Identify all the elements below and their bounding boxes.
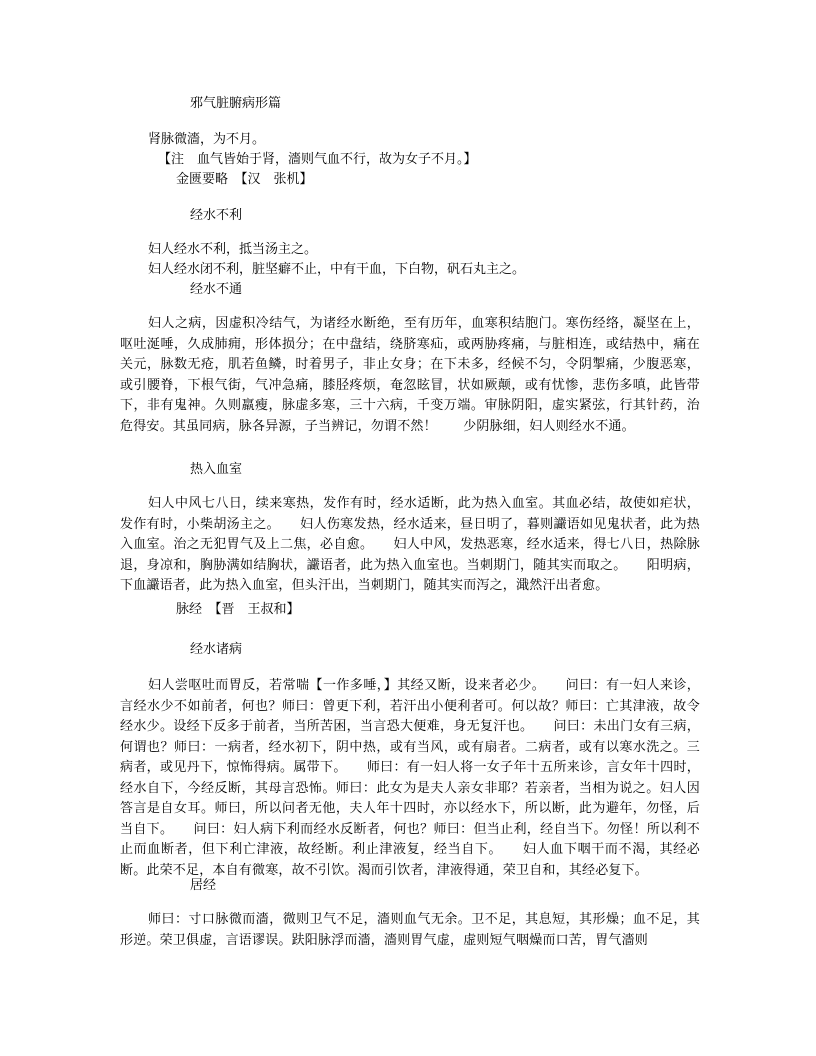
- section-title: 经水不利: [190, 208, 243, 223]
- paragraph: 师曰：寸口脉微而濇，微则卫气不足，濇则血气无余。卫不足，其息短，其形燥；血不足，其形逆。荣卫俱虚，言语谬误。趺阳脉浮而濇，濇则胃气虚，虚则短气咽燥而口苦，胃气濇则: [120, 912, 700, 948]
- section-title: 经水诸病: [190, 642, 243, 657]
- section-title: 热入血室: [190, 462, 243, 477]
- section-title: 居经: [190, 878, 217, 893]
- annotation-note: 【注 血气皆始于肾，濇则气血不行，故为女子不月。】: [158, 152, 477, 167]
- section-title: 邪气脏腑病形篇: [190, 96, 282, 111]
- paragraph: 妇人中风七八日，续来寒热，发作有时，经水适断，此为热入血室。其血必结，故使如疟状，发作有时，小柴胡汤主之。 妇人伤寒发热，经水适来，昼日明了，暮则讝语如见鬼状者，此为热入血室。治之无犯胃气及上二焦，必自愈。 妇人中风，发热恶寒，经水适来，得七八日，热除脉退，身凉和，胸胁满如结胸状，讝语者，此为热入血室也。当刺期门，随其实而取之。 阳明病，下血讝语者，此为热入血室，但头汗出，当刺期门，随其实而泻之，濈然汗出者愈。: [120, 496, 700, 593]
- section-title: 经水不通: [190, 282, 243, 297]
- paragraph: 妇人之病，因虚积冷结气，为诸经水断绝，至有历年，血寒积结胞门。寒伤经络，凝坚在上，呕吐涎唾，久成肺痈，形体损分；在中盘结，绕脐寒疝，或两胁疼痛，与脏相连，或结热中，痛在关元，脉数无疮，肌若鱼鳞，时着男子，非止女身；在下未多，经候不匀，令阴掣痛，少腹恶寒，或引腰脊，下根气街，气冲急痛，膝胫疼烦，奄忽眩冒，状如厥颠，或有忧惨，悲伤多嗔，此皆带下，非有鬼神。久则羸瘦，脉虚多寒，三十六病，千变万端。审脉阴阳，虚实紧弦，行其针药，治危得安。其虽同病，脉各异源，子当辨记，勿谓不然！ 少阴脉细，妇人则经水不通。: [120, 316, 700, 434]
- text-line: 妇人经水闭不利，脏坚癖不止，中有干血，下白物，矾石丸主之。: [148, 262, 526, 277]
- paragraph: 妇人尝呕吐而胃反，若常喘【一作多唾，】其经又断，设来者必少。 问曰：有一妇人来诊，言经水少不如前者，何也？师曰：曾更下利，若汗出小便利者可。何以故？师曰：亡其津液，故令经水少。设经下反多于前者，当所苦困，当言恐大便难，身无复汗也。 问曰：未出门女有三病，何谓也？师曰：一病者，经水初下，阴中热，或有当风，或有扇者。二病者，或有以寒水洗之。三病者，或见丹下，惊怖得病。属带下。 师曰：有一妇人将一女子年十五所来诊，言女年十四时，经水自下，今经反断，其母言恐怖。师曰：此女为是夫人亲女非耶？若亲者，当相为说之。妇人因答言是自女耳。师曰，所以问者无他，夫人年十四时，亦以经水下，所以断，此为避年，勿怪，后当自下。 问曰：妇人病下利而经水反断者，何也？师曰：但当止利，经自当下。勿怪！所以利不止而血断者，但下利亡津液，故经断。利止津液复，经当自下。 妇人血下咽干而不渴，其经必断。此荣不足，本自有微寒，故不引饮。渴而引饮者，津液得通，荣卫自和，其经必复下。: [120, 678, 700, 878]
- source-citation: 脉经 【晋 王叔和】: [176, 602, 300, 617]
- text-line: 妇人经水不利，抵当汤主之。: [148, 242, 318, 257]
- source-citation: 金匮要略 【汉 张机】: [176, 172, 313, 187]
- text-line: 肾脉微濇，为不月。: [148, 132, 266, 147]
